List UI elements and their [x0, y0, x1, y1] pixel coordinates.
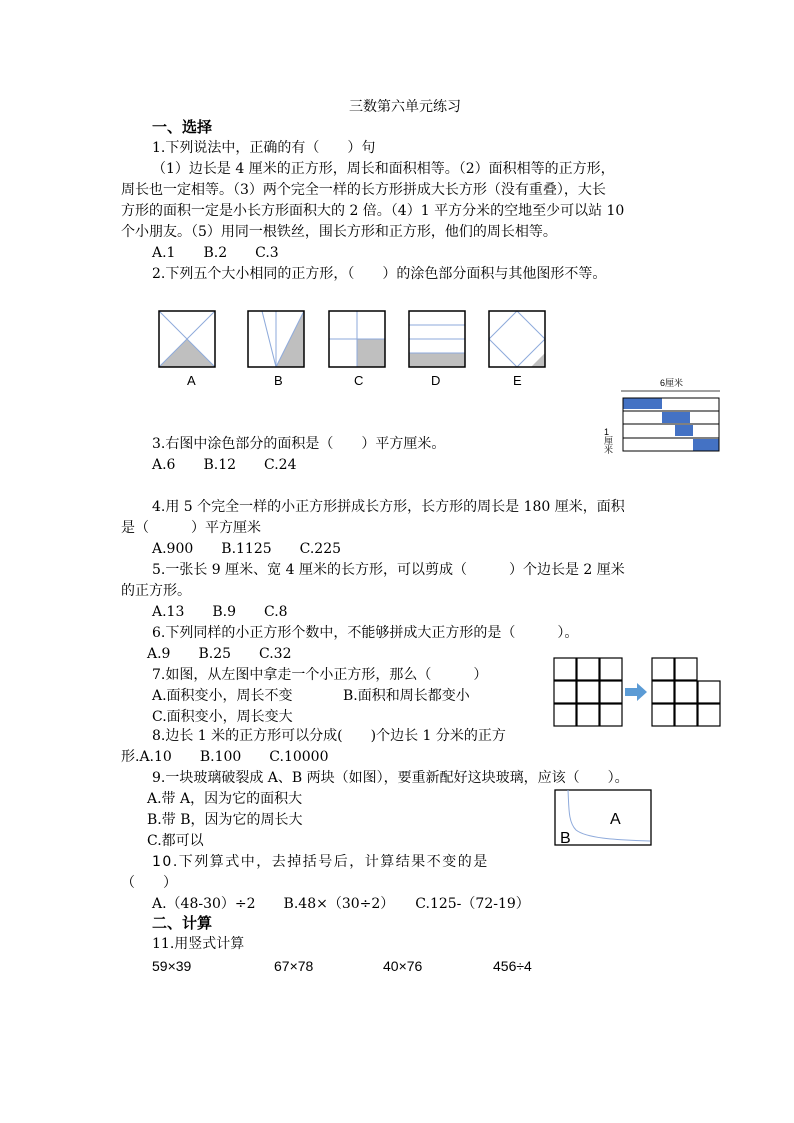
question-11-stem: 11.用竖式计算: [152, 936, 245, 952]
glass-piece-a-label: A: [610, 811, 621, 828]
question-9-option-a: A.带 A，因为它的面积大: [147, 791, 303, 807]
figure-width-label: 6厘米: [660, 378, 684, 388]
question-1-options: A.1 B.2 C.3: [152, 245, 279, 261]
figure-square-e: [488, 310, 548, 370]
figure-label-c: C: [354, 373, 364, 388]
calc-problem: 40×76: [383, 958, 423, 974]
question-9-option-b: B.带 B，因为它的周长大: [147, 812, 303, 828]
question-5-line: 的正方形。: [121, 583, 191, 599]
question-8-line: 8.边长 1 米的正方形可以分成( )个边长 1 分米的正方: [152, 728, 506, 744]
question-1-line: （1）边长是 4 厘米的正方形，周长和面积相等。（2）面积相等的正方形，: [152, 161, 615, 177]
question-3-options: A.6 B.12 C.24: [152, 457, 297, 473]
question-6-options: A.9 B.25 C.32: [147, 646, 292, 662]
figure-square-b: [247, 310, 307, 370]
question-1-line: 方形的面积一定是小长方形面积大的 2 倍。（4）1 平方分米的空地至少可以站 10: [121, 203, 625, 219]
calc-problem: 59×39: [152, 958, 192, 974]
question-7-option-c: C.面积变小，周长变大: [152, 709, 293, 725]
figure-shaded-strips: [620, 390, 722, 456]
question-9-option-c: C.都可以: [147, 833, 204, 849]
page-title: 三数第六单元练习: [349, 99, 461, 115]
glass-piece-b-label: B: [560, 830, 571, 847]
section-heading-calc: 二、计算: [152, 914, 213, 932]
question-2-stem: 2.下列五个大小相同的正方形，（ ）的涂色部分面积与其他图形不等。: [152, 266, 607, 282]
figure-square-d: [408, 310, 468, 370]
question-10-options: A.（48-30）÷2 B.48×（30÷2） C.125-（72-19）: [152, 896, 530, 912]
question-9-stem: 9.一块玻璃破裂成 A、B 两块（如图），要重新配好这块玻璃，应该（ ）。: [152, 770, 629, 786]
question-6-stem: 6.下列同样的小正方形个数中，不能够拼成大正方形的是（ ）。: [152, 625, 579, 641]
question-7-option-b: B.面积和周长都变小: [343, 688, 470, 704]
question-1-stem: 1.下列说法中，正确的有（ ）句: [152, 140, 376, 156]
figure-label-d: D: [431, 373, 441, 388]
question-1-line: 周长也一定相等。（3）两个完全一样的长方形拼成大长方形（没有重叠），大长: [121, 182, 606, 198]
calc-problem: 67×78: [274, 958, 314, 974]
section-heading-choice: 一、选择: [152, 118, 213, 136]
figure-square-a: [158, 310, 218, 370]
question-4-options: A.900 B.1125 C.225: [152, 541, 342, 557]
figure-square-c: [328, 310, 388, 370]
question-5-options: A.13 B.9 C.8: [152, 604, 288, 620]
figure-label-b: B: [274, 373, 283, 388]
question-4-line: 是（ ）平方厘米: [121, 520, 261, 536]
question-10-stem: 10.下列算式中，去掉括号后，计算结果不变的是: [152, 854, 489, 870]
figure-grid-removal: [553, 656, 723, 728]
question-8-line: 形.A.10 B.100 C.10000: [121, 749, 329, 765]
figure-label-a: A: [187, 373, 196, 388]
figure-height-label: 1厘米: [604, 427, 614, 455]
figure-broken-glass: [554, 787, 654, 847]
question-7-stem: 7.如图，从左图中拿走一个小正方形，那么（ ）: [152, 667, 488, 683]
calc-problem: 456÷4: [493, 958, 532, 974]
figure-label-e: E: [513, 373, 522, 388]
question-10-blank: （ ）: [121, 875, 177, 891]
question-4-line: 4.用 5 个完全一样的小正方形拼成长方形，长方形的周长是 180 厘米，面积: [152, 499, 625, 515]
question-3-stem: 3.右图中涂色部分的面积是（ ）平方厘米。: [152, 436, 446, 452]
question-1-line: 个小朋友。（5）用同一根铁丝，围长方形和正方形，他们的周长相等。: [121, 224, 557, 240]
question-7-option-a: A.面积变小，周长不变: [152, 688, 293, 704]
question-5-line: 5.一张长 9 厘米、宽 4 厘米的长方形，可以剪成（ ）个边长是 2 厘米: [152, 562, 625, 578]
